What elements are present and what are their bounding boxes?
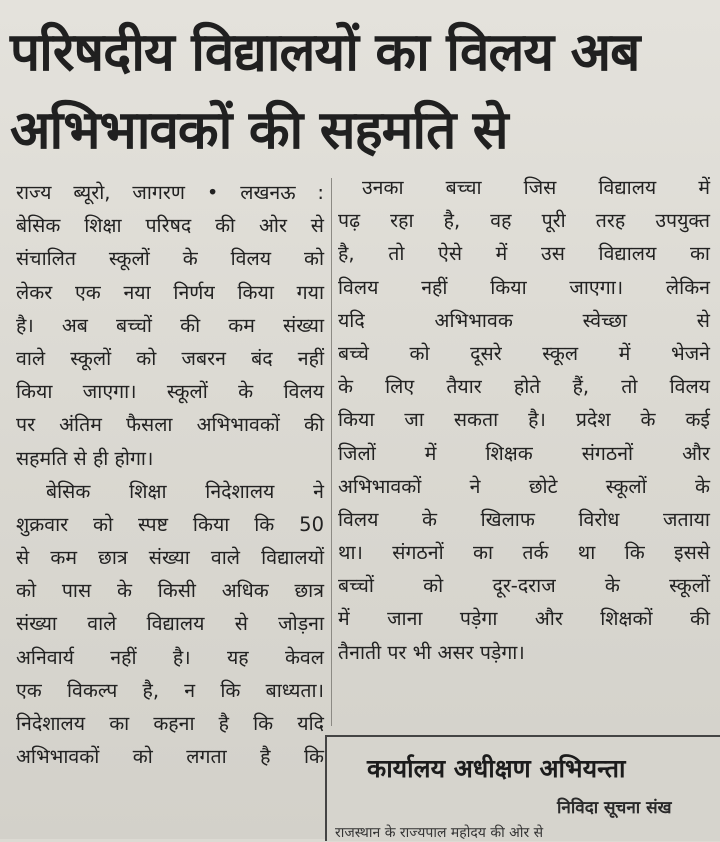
article-right-column xyxy=(338,171,710,669)
article-line: विलय नहीं किया जाएगा। लेकिन xyxy=(338,275,710,299)
article-line: अनिवार्य नहीं है। यह केवल xyxy=(16,645,324,669)
ad-subtitle: निविदा सूचना संख xyxy=(557,798,672,818)
article-line: किया जा सकता है। प्रदेश के कई xyxy=(338,408,710,432)
headline-line-1: परिषदीय विद्यालयों का विलय अब xyxy=(10,22,640,83)
article-line: उनका बच्चा जिस विद्यालय में xyxy=(362,176,710,199)
article-line: संख्या वाले विद्यालय से जोड़ना xyxy=(16,612,324,636)
article-line: राज्य ब्यूरो, जागरण • लखनऊ : xyxy=(16,181,324,204)
article-line: बच्चों को दूर-दराज के स्कूलों xyxy=(338,574,710,598)
article-line: अभिभावकों ने छोटे स्कूलों के xyxy=(338,474,710,498)
article-line: संचालित स्कूलों के विलय को xyxy=(16,247,324,271)
article-line: बेसिक शिक्षा परिषद की ओर से xyxy=(16,214,324,238)
article-line: लेकर एक नया निर्णय किया गया xyxy=(16,280,324,304)
ad-title: कार्यालय अधीक्षण अभियन्ता xyxy=(367,754,626,783)
article-line: वाले स्कूलों को जबरन बंद नहीं xyxy=(16,346,324,370)
article-line: निदेशालय का कहना है कि यदि xyxy=(16,712,324,735)
article-line: है, तो ऐसे में उस विद्यालय का xyxy=(338,242,710,266)
article-line: बच्चे को दूसरे स्कूल में भेजने xyxy=(338,341,710,365)
tender-advertisement xyxy=(325,735,720,841)
article-line: अभिभावकों को लगता है कि xyxy=(16,745,324,769)
article-line: पढ़ रहा है, वह पूरी तरह उपयुक्त xyxy=(338,209,710,233)
article-line: किया जाएगा। स्कूलों के विलय xyxy=(16,380,324,404)
article-line: है। अब बच्चों की कम संख्या xyxy=(16,313,324,337)
article-line: जिलों में शिक्षक संगठनों और xyxy=(338,441,710,465)
article-line: शुक्रवार को स्पष्ट किया कि 50 xyxy=(16,512,324,536)
article-line: एक विकल्प है, न कि बाध्यता। xyxy=(16,678,324,702)
article-line: में जाना पड़ेगा और शिक्षकों की xyxy=(338,607,710,631)
article-line: था। संगठनों का तर्क था कि इससे xyxy=(338,541,710,565)
article-line: सहमति से ही होगा। xyxy=(16,446,154,470)
article-line: यदि अभिभावक स्वेच्छा से xyxy=(338,308,710,332)
headline xyxy=(10,14,710,170)
article-line: से कम छात्र संख्या वाले विद्यालयों xyxy=(16,546,324,570)
ad-text-line: राजस्थान के राज्यपाल महोदय की ओर से xyxy=(335,825,544,841)
article-line: के लिए तैयार होते हैं, तो विलय xyxy=(338,375,710,399)
article-line: तैनाती पर भी असर पड़ेगा। xyxy=(338,640,525,664)
article-line: को पास के किसी अधिक छात्र xyxy=(16,579,324,603)
headline-line-2: अभिभावकों की सहमति से xyxy=(10,100,508,161)
article-line: विलय के खिलाफ विरोध जताया xyxy=(338,507,710,531)
article-left-column xyxy=(16,176,324,773)
column-divider xyxy=(331,178,332,726)
article-line: बेसिक शिक्षा निदेशालय ने xyxy=(46,479,324,503)
article-line: पर अंतिम फैसला अभिभावकों की xyxy=(16,413,324,437)
